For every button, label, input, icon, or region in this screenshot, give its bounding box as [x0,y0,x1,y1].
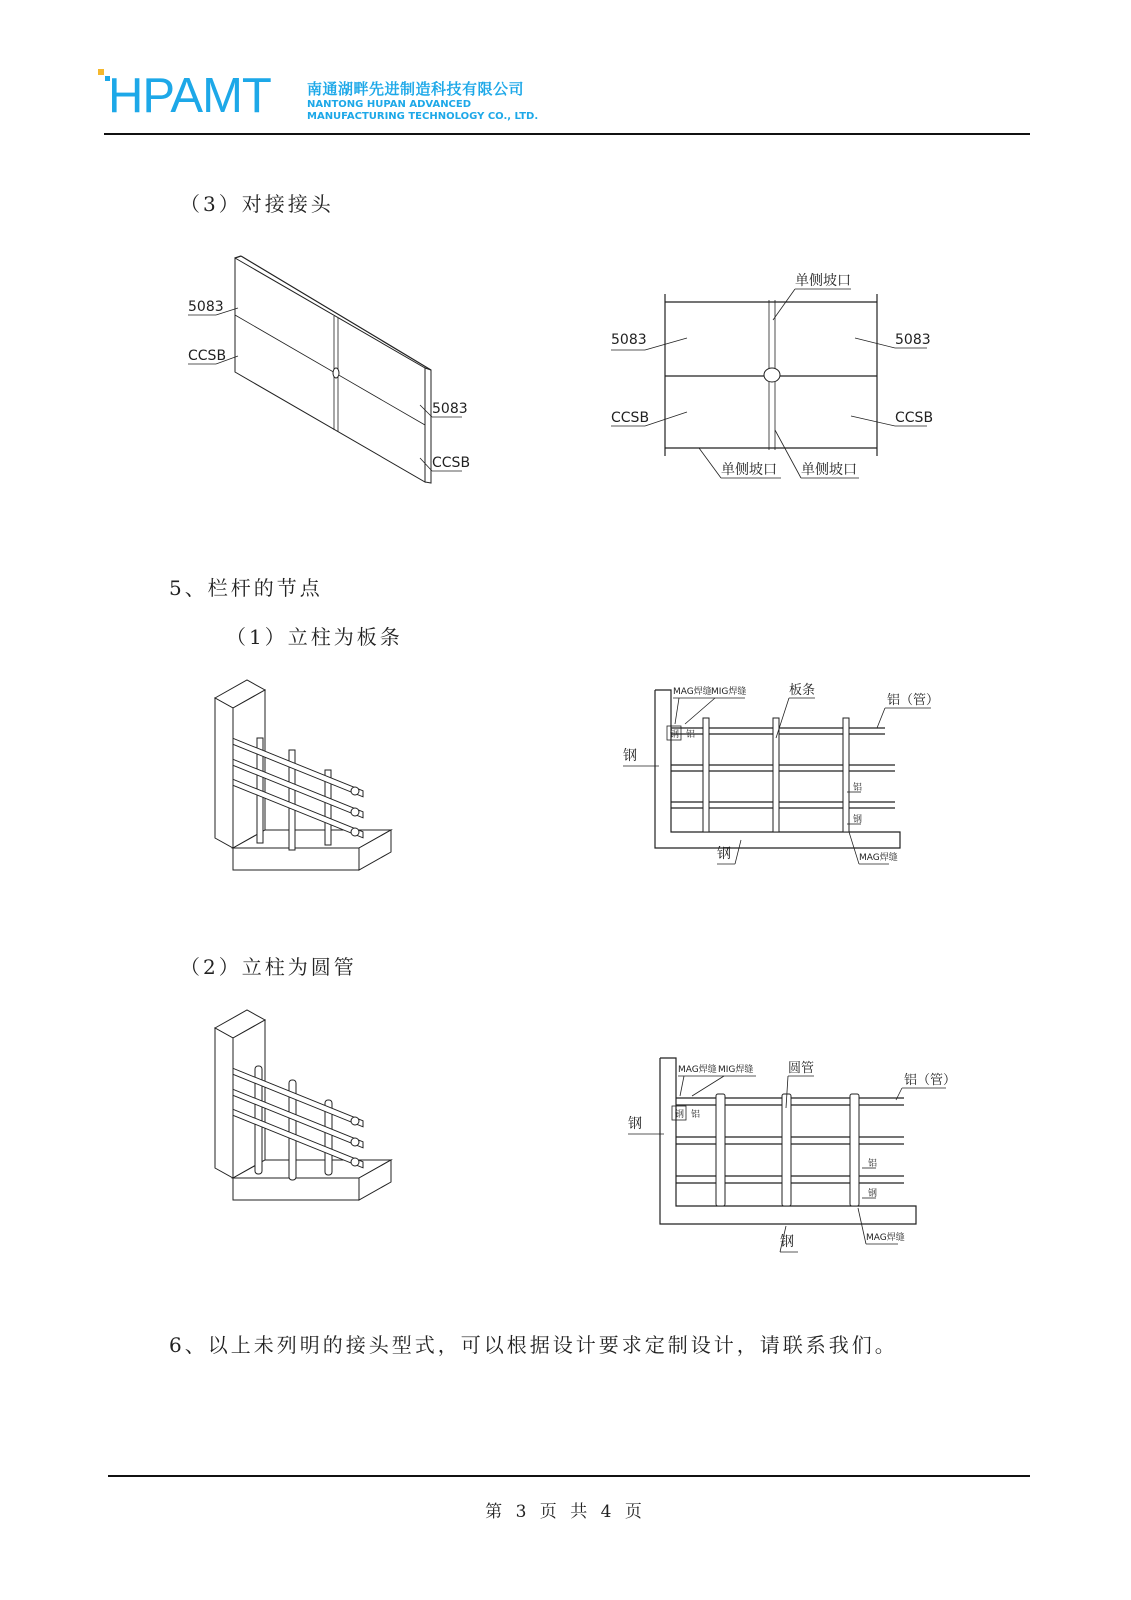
front-label-5083-left: 5083 [611,332,647,348]
company-name-block [307,78,538,123]
tube-label-al-right: 铝 [868,1159,878,1169]
strip-label-strip: 板条 [789,683,816,698]
strip-label-steel-bottom: 钢 [717,846,731,862]
strip-label-steel-box: 钢 [670,730,680,740]
tube-label-mag-weld: MAG焊缝 [678,1065,717,1075]
iso-label-ccsb-top: CCSB [188,348,227,364]
company-name-en-1: NANTONG HUPAN ADVANCED [307,99,472,110]
strip-label-mig-weld: MIG焊缝 [711,687,747,697]
front-label-bevel-bottom-left: 单侧坡口 [721,462,777,478]
heading-post-strip: （1）立柱为板条 [226,625,403,649]
front-label-ccsb-right: CCSB [895,410,934,426]
front-label-bevel-top: 单侧坡口 [795,273,851,289]
front-label-ccsb-left: CCSB [611,410,650,426]
strip-label-al-pipe: 铝（管） [887,693,940,708]
tube-label-steel-right: 钢 [868,1189,878,1199]
iso-label-5083-right: 5083 [432,401,468,417]
tube-label-mag-weld-bottom: MAG焊缝 [866,1233,905,1243]
railing-tube-isometric-figure [205,1000,405,1210]
tube-label-mig-weld: MIG焊缝 [718,1065,754,1075]
header-divider [104,133,1030,135]
strip-label-al-right: 铝 [853,783,863,793]
butt-joint-front-figure [605,262,945,492]
footer-divider [108,1475,1030,1477]
tube-label-al-pipe: 铝（管） [904,1073,957,1088]
strip-label-al-box: 铝 [686,730,696,740]
strip-label-mag-weld: MAG焊缝 [673,687,712,697]
tube-label-steel-left: 钢 [628,1116,642,1132]
strip-label-mag-weld-bottom: MAG焊缝 [859,853,898,863]
company-name-en-2: MANUFACTURING TECHNOLOGY CO., LTD. [307,111,539,122]
front-label-bevel-bottom-right: 单侧坡口 [801,462,857,478]
heading-post-tube: （2）立柱为圆管 [180,955,357,979]
front-label-5083-right: 5083 [895,332,931,348]
tube-label-al-box: 铝 [691,1110,701,1120]
railing-strip-isometric-figure [205,670,405,880]
tube-label-steel-box: 钢 [675,1110,685,1120]
tube-label-steel-bottom: 钢 [780,1234,794,1250]
iso-plate-edge [425,368,431,483]
page-number: 第 3 页 共 4 页 [485,1502,646,1522]
company-logo: HPAMT [108,69,271,123]
railing-strip-front-figure [615,678,955,878]
note-custom-design: 6、以上未列明的接头型式，可以根据设计要求定制设计，请联系我们。 [169,1333,898,1357]
iso-label-ccsb-right: CCSB [432,455,470,471]
iso-label-5083-top: 5083 [188,299,224,315]
company-name-cn: 南通湖畔先进制造科技有限公司 [307,80,525,98]
butt-joint-isometric-figure [180,250,470,490]
railing-tube-front-figure [620,1056,960,1266]
heading-butt-joint: （3）对接接头 [180,192,334,216]
heading-railing: 5、栏杆的节点 [169,576,323,600]
tube-label-tube: 圆管 [788,1061,815,1076]
strip-label-steel-left: 钢 [623,748,637,764]
strip-label-steel-right: 钢 [853,815,863,825]
